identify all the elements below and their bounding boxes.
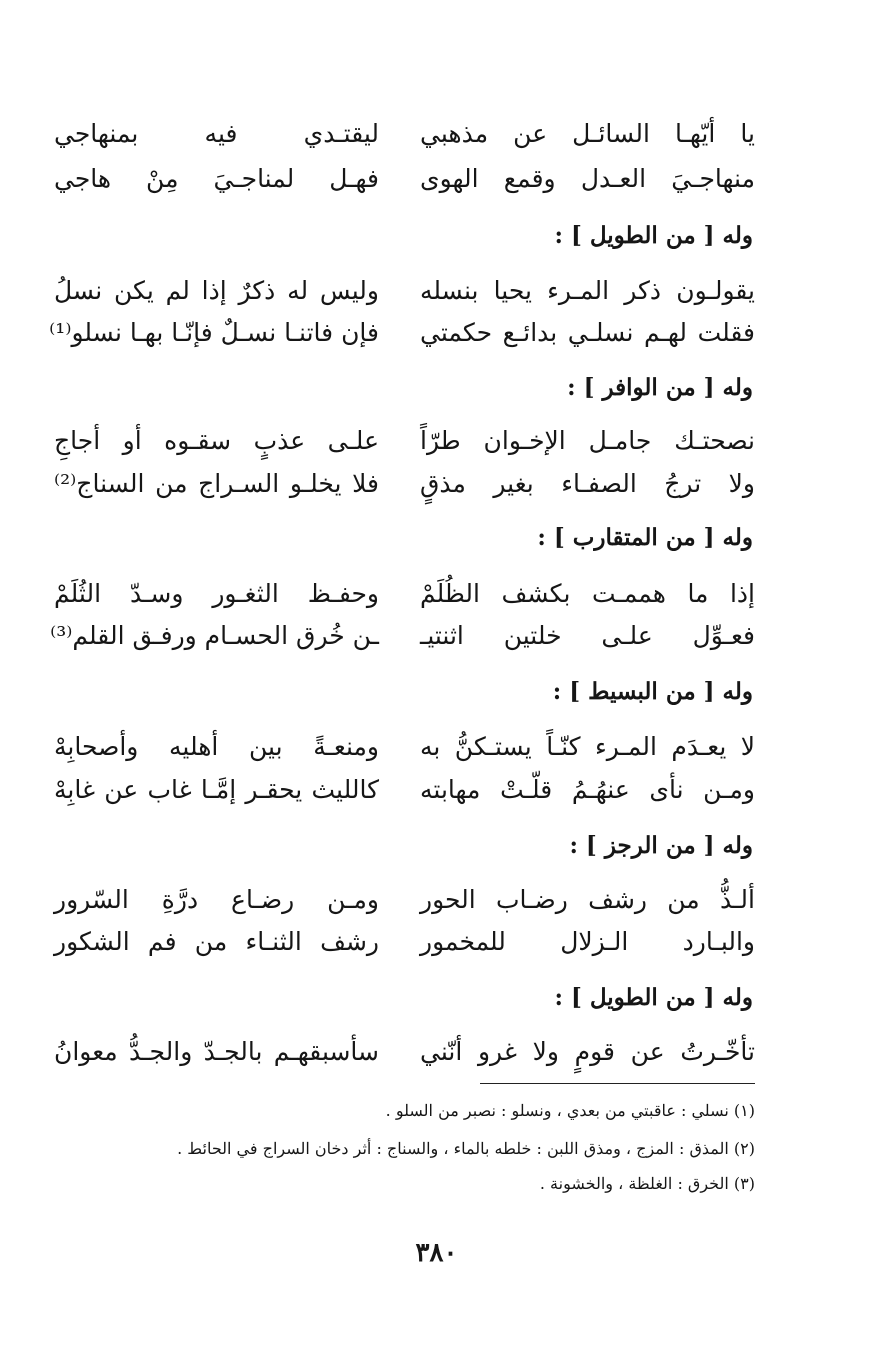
second-hemistich: رشف الثنـاء من فم الشكور (54, 927, 379, 956)
first-hemistich: فعـوِّل علـى خلتين اثنتيـ (420, 621, 755, 650)
second-hemistich: ومـن رضـاع درَّةِ السّرور (54, 885, 379, 914)
poem-heading: وله [ من الطويل ] : (554, 222, 753, 249)
first-hemistich: يا أيّهـا السائـل عن مذهبي (420, 119, 755, 148)
second-hemistich: ـن خُرق الحسـام ورفـق القلم⁽³⁾ (50, 621, 379, 650)
verse-line (0, 613, 873, 659)
first-hemistich: منهاجـيَ العـدل وقمع الهوى (420, 164, 755, 193)
poem-heading: وله [ من البسيط ] : (552, 678, 753, 705)
verse-line (0, 268, 873, 314)
second-hemistich: فهـل لمناجـيَ مِنْ هاجي (54, 164, 379, 193)
second-hemistich: سأسبقهـم بالجـدّ والجـدُّ معوانُ (54, 1037, 379, 1066)
second-hemistich: ومنعـةً بين أهليه وأصحابِهْ (54, 732, 379, 761)
verse-line (0, 461, 873, 507)
second-hemistich: وحفـظ الثغـور وسـدّ الثُلَمْ (54, 579, 379, 608)
first-hemistich: والبـارد الـزلال للمخمور (420, 927, 755, 956)
verse-line (0, 724, 873, 770)
second-hemistich: فلا يخلـو السـراج من السناج⁽²⁾ (54, 469, 379, 498)
first-hemistich: يقولـون ذكر المـرء يحيا بنسله (420, 276, 755, 305)
poem-heading: وله [ من الرجز ] : (569, 832, 753, 859)
second-hemistich: ليقتـدي فيه بمنهاجي (54, 119, 379, 148)
verse-line (0, 877, 873, 923)
first-hemistich: تأخّـرتُ عن قومٍ ولا غرو أنّني (420, 1037, 755, 1066)
footnote: (٣) الخرق : الغلظة ، والخشونة . (539, 1174, 755, 1193)
poem-heading: وله [ من الوافر ] : (567, 374, 753, 401)
second-hemistich: كالليث يحقـر إمَّـا غاب عن غابِهْ (54, 775, 379, 804)
verse-line (0, 156, 873, 202)
verse-line (0, 571, 873, 617)
poem-heading: وله [ من المتقارب ] : (537, 524, 753, 551)
verse-line (0, 1029, 873, 1075)
poem-heading: وله [ من الطويل ] : (554, 984, 753, 1011)
second-hemistich: فإن فاتنـا نسـلٌ فإنّـا بهـا نسلو⁽¹⁾ (49, 318, 379, 347)
verse-line (0, 111, 873, 157)
footnote: (١) نسلي : عاقبتي من بعدي ، ونسلو : نصبر من السلو . (385, 1101, 755, 1120)
second-hemistich: علـى عذبٍ سقـوه أو أجاجِ (54, 426, 379, 455)
footnote-separator (480, 1083, 755, 1084)
verse-line (0, 767, 873, 813)
verse-line (0, 919, 873, 965)
first-hemistich: ولا ترجُ الصفـاء بغير مذقٍ (420, 469, 755, 498)
second-hemistich: وليس له ذكرٌ إذا لم يكن نسلُ (54, 276, 379, 305)
verse-line (0, 418, 873, 464)
verse-line (0, 310, 873, 356)
first-hemistich: نصحتـك جامـل الإخـوان طرّاً (420, 426, 755, 455)
first-hemistich: ألـذُّ من رشف رضـاب الحور (420, 885, 755, 914)
first-hemistich: فقلت لهـم نسلـي بدائـع حكمتي (420, 318, 755, 347)
first-hemistich: إذا ما هممـت بكشف الظُلَمْ (420, 579, 755, 608)
first-hemistich: ومـن نأى عنهُـمُ قلّـتْ مهابته (420, 775, 755, 804)
first-hemistich: لا يعـدَم المـرء كنّـاً يستـكنُّ به (420, 732, 755, 761)
page-number: ٣٨٠ (415, 1238, 458, 1268)
footnote: (٢) المذق : المزج ، ومذق اللبن : خلطه بالماء ، والسناج : أثر دخان السراج في الحائط . (177, 1139, 755, 1158)
